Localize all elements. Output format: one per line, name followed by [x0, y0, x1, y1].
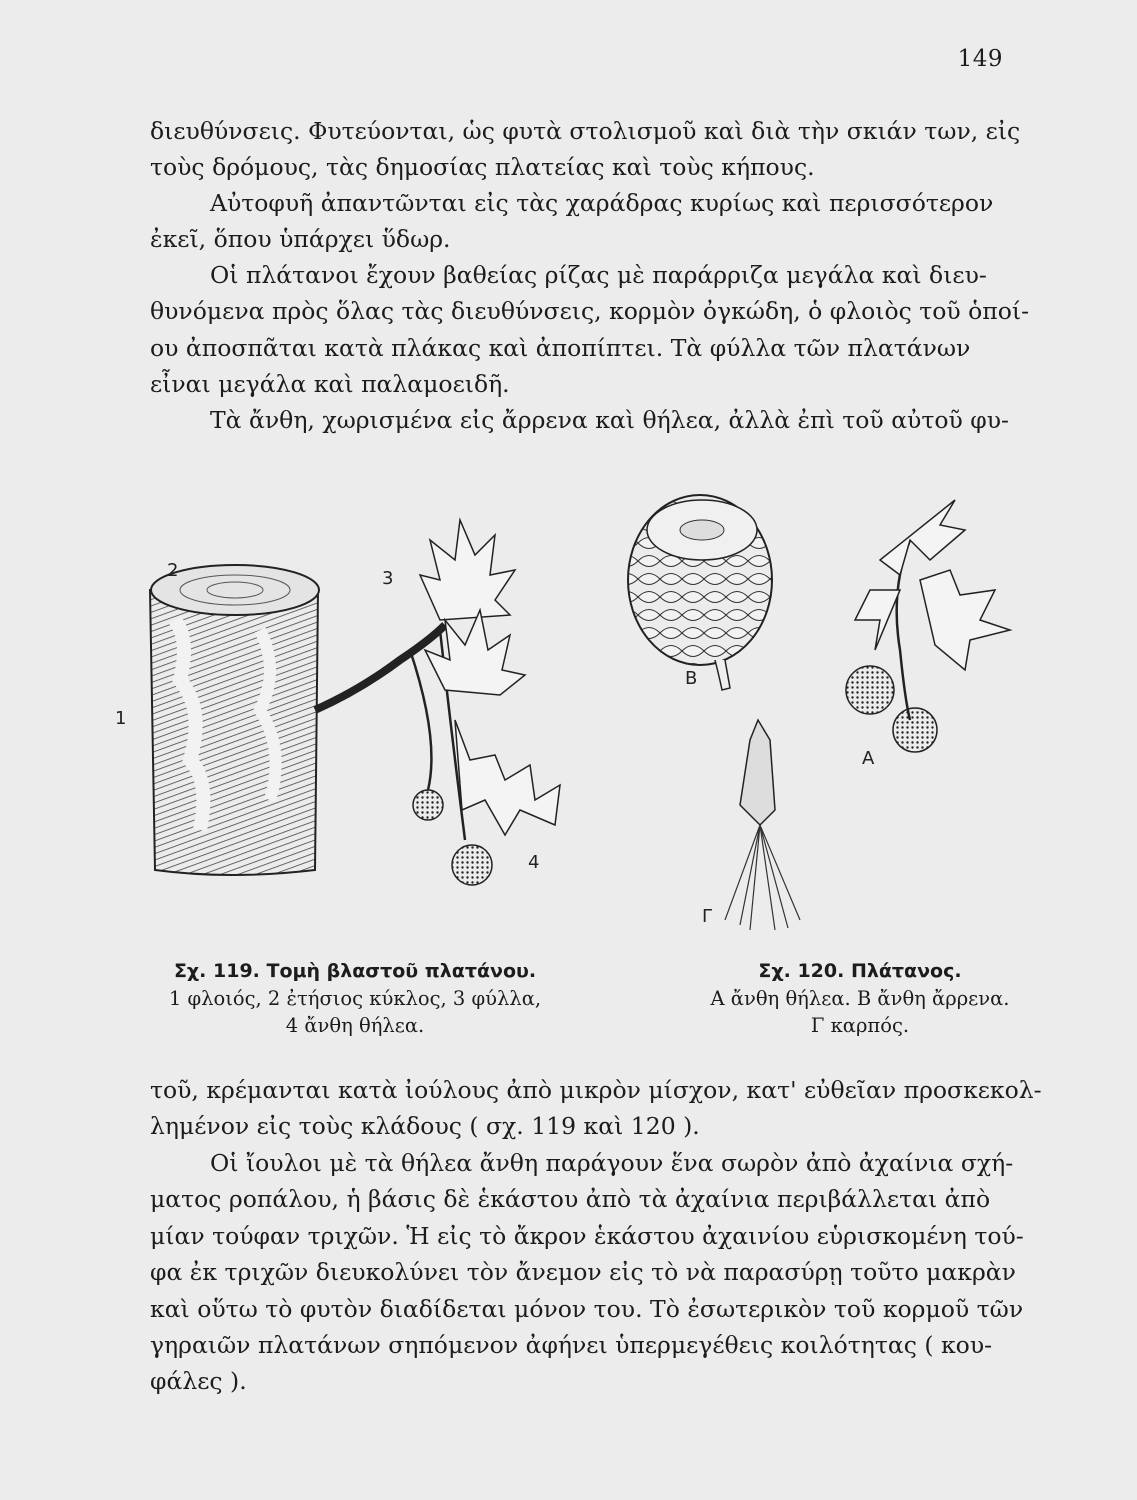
fig120-g-drawing [725, 720, 800, 930]
text-line: καὶ οὕτω τὸ φυτὸν διαδίδεται μόνον του. Τὸ ἐσωτερικὸν τοῦ κορμοῦ τῶν [150, 1294, 1024, 1323]
label-4: 4 [528, 852, 540, 873]
text-line: μίαν τούφαν τριχῶν. Ἡ εἰς τὸ ἄκρον ἑκάστου ἀχαινίου εὑρισκομένη τού- [150, 1221, 1024, 1250]
text-line: ἐκεῖ, ὅπου ὑπάρχει ὕδωρ. [150, 225, 451, 254]
label-1: 1 [115, 708, 127, 729]
paragraph-2 [150, 185, 1005, 258]
text-line: εἶναι μεγάλα καὶ παλαμοειδῆ. [150, 370, 510, 399]
fig120-b-drawing [628, 495, 772, 690]
label-a: Α [862, 748, 875, 769]
paragraph-6 [150, 1145, 1024, 1400]
fig120-caption [700, 958, 1020, 1039]
text-line: διευθύνσεις. Φυτεύονται, ὡς φυτὰ στολισμοῦ καὶ διὰ τὴν σκιάν των, εἰς [150, 117, 1021, 145]
text-line: Αὐτοφυῆ ἀπαντῶνται εἰς τὰς χαράδρας κυρίως καὶ περισσότερον [210, 189, 994, 217]
text-line: Οἱ ἴουλοι μὲ τὰ θήλεα ἄνθη παράγουν ἕνα σωρὸν ἀπὸ ἀχαίνια σχή- [210, 1149, 1014, 1177]
text-line: τοὺς δρόμους, τὰς δημοσίας πλατείας καὶ τοὺς κήπους. [150, 153, 815, 182]
text-line: Τὰ ἄνθη, χωρισμένα εἰς ἄρρενα καὶ θήλεα, ἀλλὰ ἐπὶ τοῦ αὐτοῦ φυ- [210, 406, 1009, 434]
text-line: ου ἀποσπᾶται κατὰ πλάκας καὶ ἀποπίπτει. Τὰ φύλλα τῶν πλατάνων [150, 333, 971, 362]
text-line: φάλες ). [150, 1367, 247, 1396]
fig119-caption [140, 958, 570, 1039]
figure-area [110, 480, 1060, 950]
label-2: 2 [167, 560, 179, 581]
paragraph-5 [150, 1072, 1042, 1145]
text-line: ματος ροπάλου, ἡ βάσις δὲ ἑκάστου ἀπὸ τὰ ἀχαίνια περιβάλλεται ἀπὸ [150, 1185, 991, 1214]
fig120-a-drawing [846, 500, 1010, 752]
fig119-caption-line: 1 φλοιός, 2 ἐτήσιος κύκλος, 3 φύλλα, [168, 987, 542, 1010]
fig120-caption-line: Α ἄνθη θήλεα. Β ἄνθη ἄρρενα. [710, 987, 1010, 1010]
text-line: φα ἐκ τριχῶν διευκολύνει τὸν ἄνεμον εἰς τὸ νὰ παρασύρῃ τοῦτο μακρὰν [150, 1258, 1016, 1287]
text-line: Οἱ πλάτανοι ἔχουν βαθείας ρίζας μὲ παράρριζα μεγάλα καὶ διευ- [210, 261, 987, 289]
fig119-drawing [150, 520, 560, 885]
text-line: γηραιῶν πλατάνων σηπόμενον ἀφήνει ὑπερμεγέθεις κοιλότητας ( κου- [150, 1331, 993, 1360]
fig119-caption-line: 4 ἄνθη θήλεα. [285, 1014, 425, 1037]
label-3: 3 [382, 568, 394, 589]
text-line: τοῦ, κρέμανται κατὰ ἰούλους ἀπὸ μικρὸν μίσχον, κατ' εὐθεῖαν προσκεκολ- [150, 1076, 1042, 1104]
paragraph-1 [150, 113, 1021, 186]
plane-tree-illustrations [110, 480, 1060, 950]
text-line: λημένον εἰς τοὺς κλάδους ( σχ. 119 καὶ 120 ). [150, 1112, 700, 1141]
label-g: Γ [702, 906, 713, 927]
text-line: θυνόμενα πρὸς ὅλας τὰς διευθύνσεις, κορμὸν ὀγκώδη, ὁ φλοιὸς τοῦ ὁποί- [150, 297, 1030, 326]
label-b: Β [685, 668, 698, 689]
paragraph-4 [150, 402, 1009, 438]
paragraph-3 [150, 257, 1030, 403]
fig120-caption-title: Σχ. 120. Πλάτανος. [758, 960, 962, 982]
fig119-caption-title: Σχ. 119. Τομὴ βλαστοῦ πλατάνου. [173, 960, 537, 982]
page-number: 149 [957, 46, 1003, 72]
fig120-caption-line: Γ καρπός. [810, 1014, 910, 1037]
